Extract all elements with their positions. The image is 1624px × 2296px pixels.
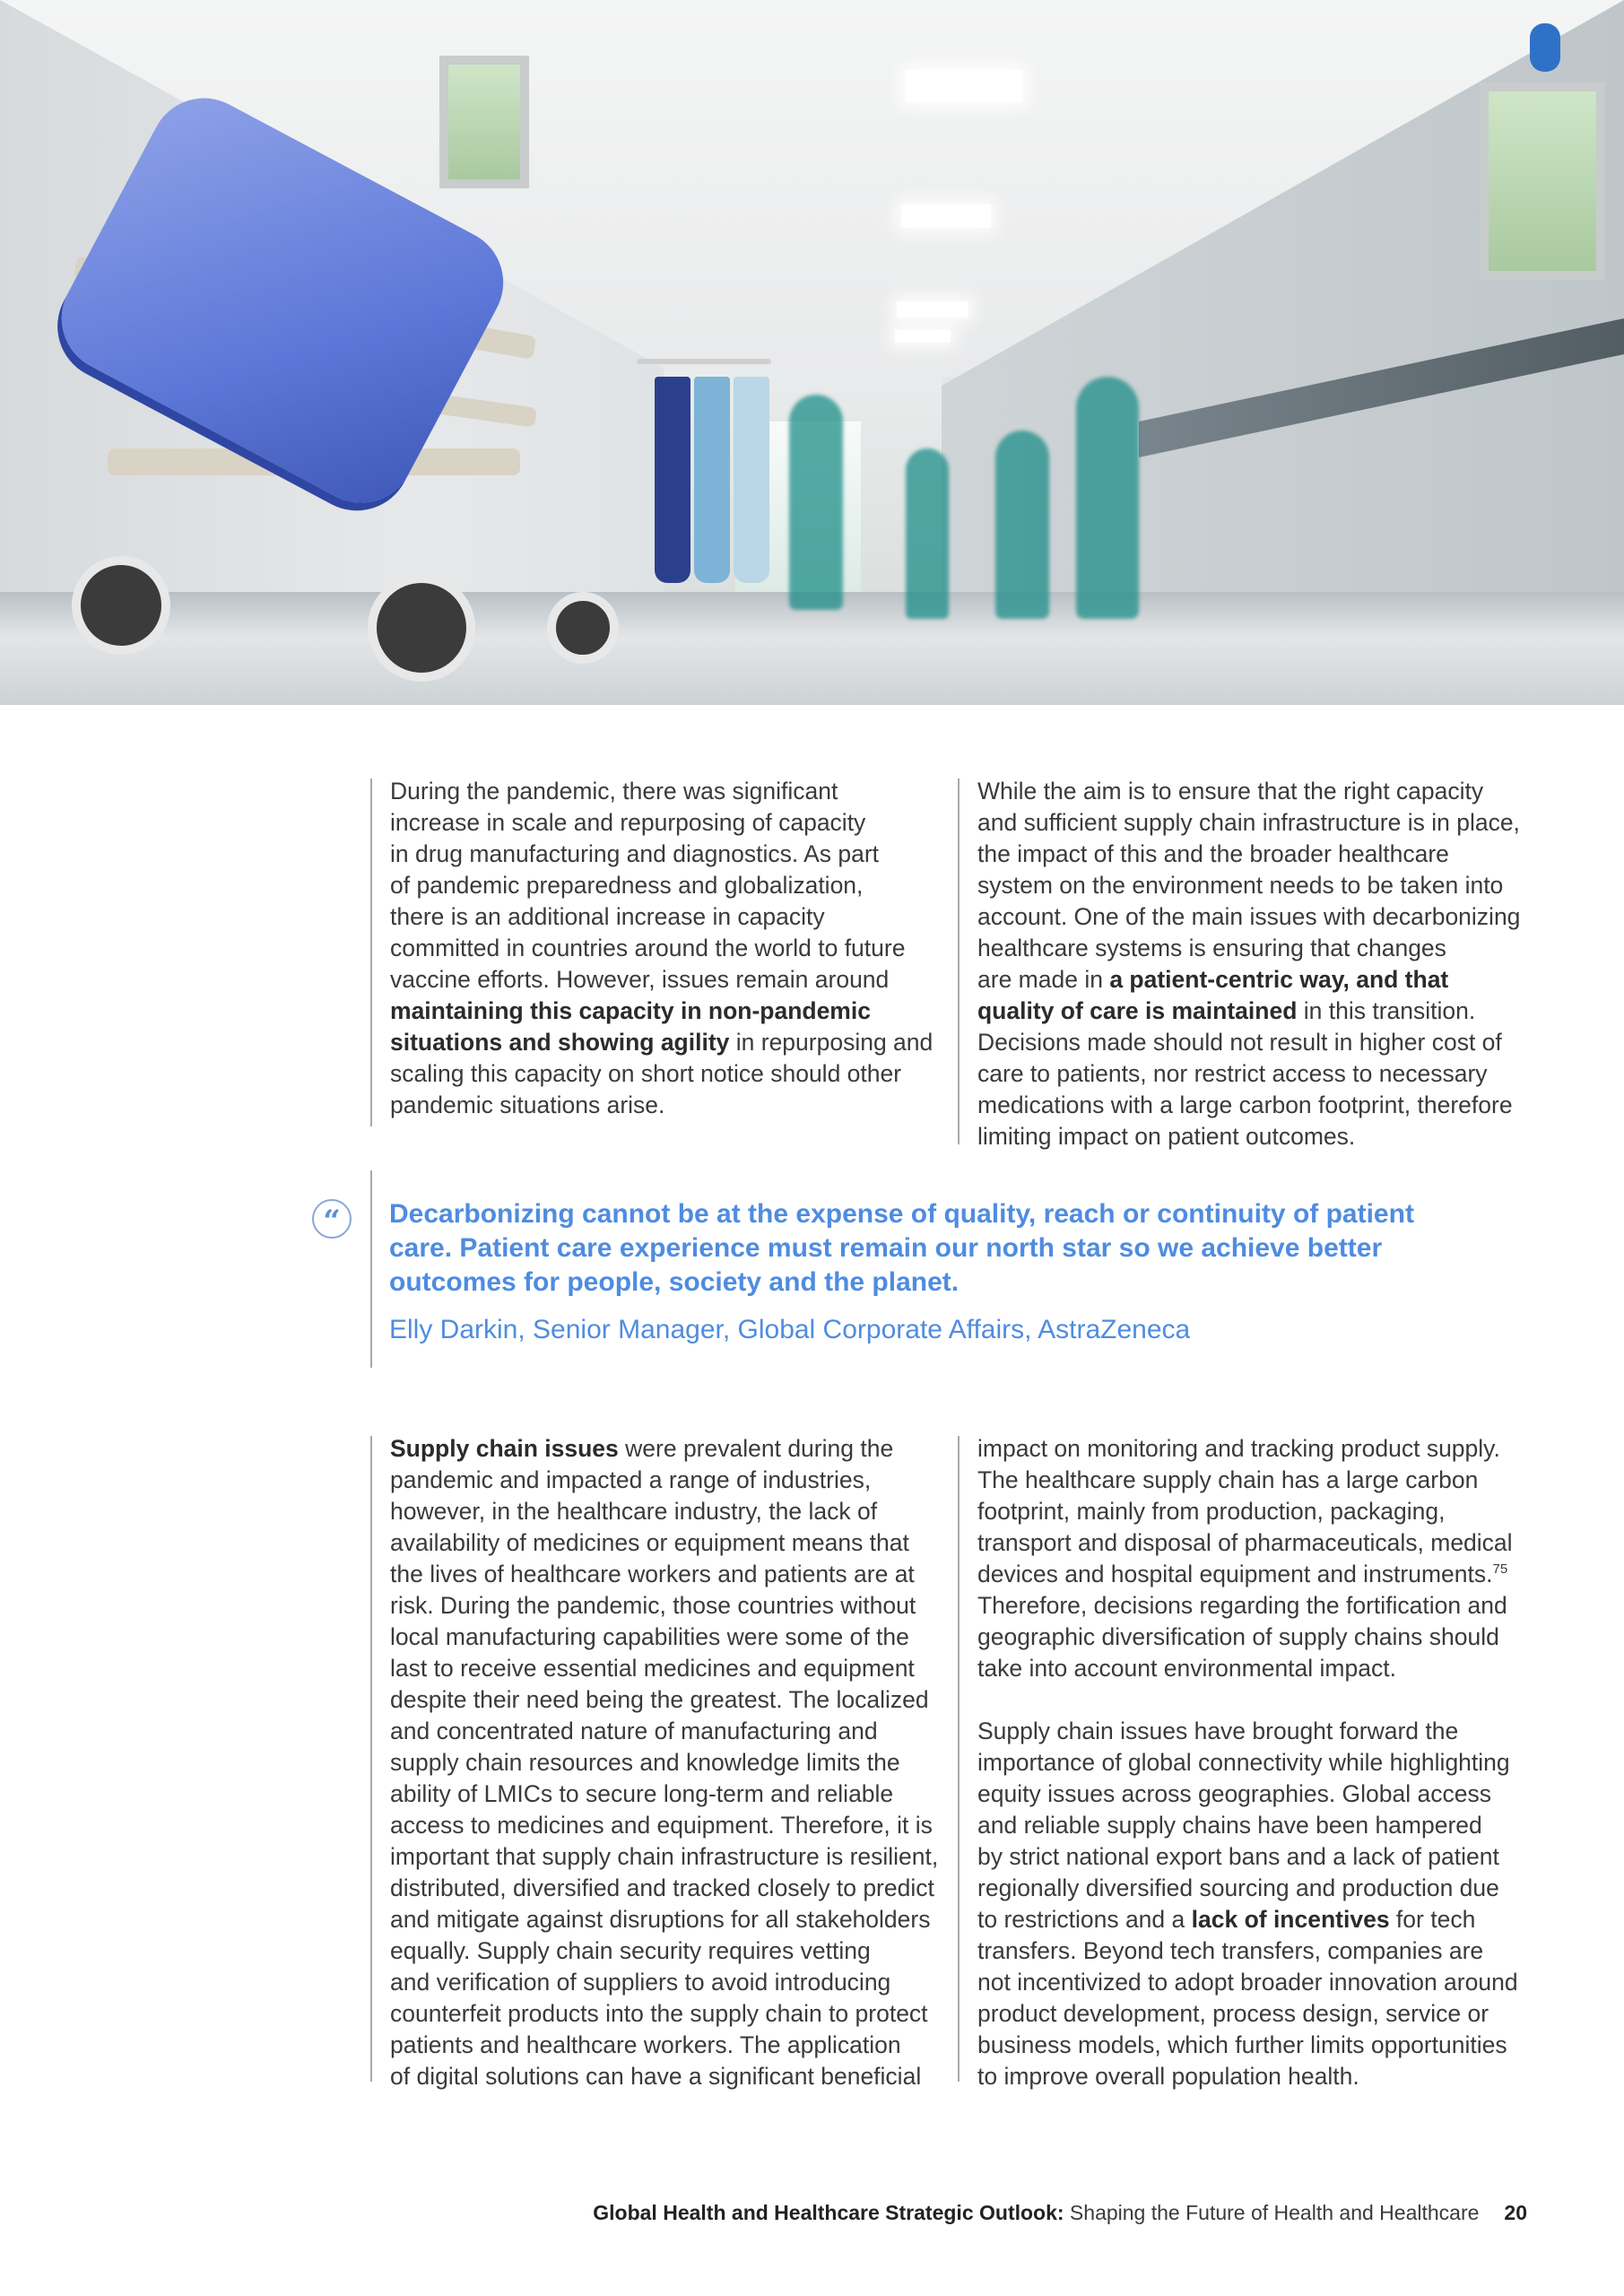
text-run: increase in scale and repurposing of capacity [390, 809, 866, 836]
text-run: for tech [1389, 1906, 1476, 1933]
text-run: devices and hospital equipment and instruments. [977, 1561, 1493, 1587]
quote-attribution: Elly Darkin, Senior Manager, Global Corporate Affairs, AstraZeneca [389, 1315, 1191, 1344]
text-run: regionally diversified sourcing and production due [977, 1874, 1499, 1901]
text-run: of digital solutions can have a significant beneficial [390, 2063, 922, 2090]
text-run: business models, which further limits opportunities [977, 2031, 1507, 2058]
blurred-staff-figure [789, 395, 843, 610]
text-run: take into account environmental impact. [977, 1655, 1396, 1682]
text-run: and concentrated nature of manufacturing and [390, 1718, 878, 1744]
text-run: geographic diversification of supply chains should [977, 1623, 1499, 1650]
emphasis-text: lack of incentives [1191, 1906, 1390, 1933]
text-run: in drug manufacturing and diagnostics. As part [390, 840, 880, 867]
text-run: counterfeit products into the supply chain to protect [390, 2000, 928, 2027]
blurred-staff-figure [906, 448, 949, 619]
text-run: pandemic situations arise. [390, 1091, 665, 1118]
text-run: importance of global connectivity while highlighting [977, 1749, 1510, 1776]
quote-divider [370, 1170, 372, 1368]
emphasis-text: Supply chain issues [390, 1435, 619, 1462]
ceiling-light [901, 204, 991, 228]
exit-sign-icon [1530, 23, 1560, 72]
paragraph [390, 776, 964, 1121]
top-left-paragraph [390, 776, 964, 1121]
text-run: While the aim is to ensure that the right capacity [977, 778, 1484, 804]
text-run: account. One of the main issues with decarbonizing [977, 903, 1521, 930]
blurred-staff-figure [995, 430, 1049, 619]
text-run: of pandemic preparedness and globalization, [390, 872, 864, 899]
paragraph [390, 1433, 964, 2092]
text-run: in repurposing and [729, 1029, 934, 1056]
ceiling-light [895, 330, 951, 343]
text-run: transfers. Beyond tech transfers, companies are [977, 1937, 1484, 1964]
text-run: committed in countries around the world to future [390, 935, 906, 961]
text-run: transport and disposal of pharmaceuticals, medical [977, 1529, 1513, 1556]
text-run: despite their need being the greatest. The localized [390, 1686, 929, 1713]
text-run: supply chain resources and knowledge limits the [390, 1749, 900, 1776]
text-run: not incentivized to adopt broader innovation around [977, 1969, 1518, 1996]
text-run: and reliable supply chains have been hampered [977, 1812, 1482, 1839]
text-run: there is an additional increase in capacity [390, 903, 825, 930]
paragraph [977, 776, 1551, 1152]
ceiling-light [906, 70, 1022, 102]
text-run: local manufacturing capabilities were some of the [390, 1623, 909, 1650]
column-divider [370, 1436, 372, 2082]
text-run: risk. During the pandemic, those countries without [390, 1592, 916, 1619]
emphasis-text: a patient-centric way, and that [1109, 966, 1449, 993]
text-run: were prevalent during the [618, 1435, 894, 1462]
text-run: to restrictions and a [977, 1906, 1192, 1933]
column-divider [958, 1436, 960, 2082]
text-run: scaling this capacity on short notice should other [390, 1060, 902, 1087]
text-run: impact on monitoring and tracking product supply. [977, 1435, 1500, 1462]
gurney-wheel [368, 574, 475, 682]
text-run: important that supply chain infrastructure is resilient, [390, 1843, 939, 1870]
text-run: are made in [977, 966, 1110, 993]
text-run: equity issues across geographies. Global access [977, 1780, 1491, 1807]
rack-bar [637, 359, 771, 364]
emphasis-text: quality of care is maintained [977, 997, 1298, 1024]
text-run: to improve overall population health. [977, 2063, 1359, 2090]
text-run: ability of LMICs to secure long-term and reliable [390, 1780, 894, 1807]
bottom-left-paragraph [390, 1433, 964, 2092]
text-run: patients and healthcare workers. The application [390, 2031, 901, 2058]
hanging-gown [655, 377, 690, 583]
text-run: and mitigate against disruptions for all stakeholders [390, 1906, 931, 1933]
text-run: system on the environment needs to be taken into [977, 872, 1504, 899]
gurney-wheel [72, 556, 170, 655]
column-divider [370, 778, 372, 1126]
text-run: Supply chain issues have brought forward the [977, 1718, 1459, 1744]
text-run: availability of medicines or equipment means that [390, 1529, 909, 1556]
hanging-gown [734, 377, 769, 583]
text-run: healthcare systems is ensuring that changes [977, 935, 1446, 961]
hospital-gurney [36, 72, 538, 538]
column-divider [958, 778, 960, 1144]
hero-photo-hospital-corridor [0, 0, 1624, 705]
text-run: however, in the healthcare industry, the lack of [390, 1498, 878, 1525]
blurred-staff-figure [1076, 377, 1139, 619]
text-run: vaccine efforts. However, issues remain around [390, 966, 890, 993]
footer-report-title: Global Health and Healthcare Strategic Outlook: [593, 2201, 1064, 2224]
text-run: Decisions made should not result in higher cost of [977, 1029, 1502, 1056]
quote-icon: “ [312, 1199, 352, 1239]
text-run: product development, process design, service or [977, 2000, 1489, 2027]
bottom-right-column [977, 1433, 1551, 2092]
text-run: access to medicines and equipment. Therefore, it is [390, 1812, 933, 1839]
text-run: in this transition. [1297, 997, 1476, 1024]
gurney-wheel [547, 592, 619, 664]
footnote-ref: 75 [1492, 1561, 1508, 1578]
footer-report-subtitle: Shaping the Future of Health and Healthcare [1064, 2201, 1480, 2224]
hanging-gown [694, 377, 730, 583]
text-run: medications with a large carbon footprint, therefore [977, 1091, 1513, 1118]
page-number: 20 [1504, 2201, 1527, 2224]
page-footer [593, 2201, 1527, 2225]
emphasis-text: maintaining this capacity in non-pandemic [390, 997, 871, 1024]
text-run: the lives of healthcare workers and patients are at [390, 1561, 915, 1587]
text-run: The healthcare supply chain has a large carbon [977, 1466, 1479, 1493]
text-run: pandemic and impacted a range of industries, [390, 1466, 872, 1493]
paragraph [977, 1716, 1551, 2092]
text-run: Therefore, decisions regarding the fortification and [977, 1592, 1507, 1619]
text-run: distributed, diversified and tracked closely to predict [390, 1874, 934, 1901]
text-run: footprint, mainly from production, packaging, [977, 1498, 1446, 1525]
top-right-paragraph [977, 776, 1551, 1152]
text-run: the impact of this and the broader healthcare [977, 840, 1449, 867]
ceiling-light [897, 301, 968, 317]
paragraph [977, 1433, 1551, 1684]
text-run: limiting impact on patient outcomes. [977, 1123, 1356, 1150]
text-run: care to patients, nor restrict access to necessary [977, 1060, 1488, 1087]
text-run: equally. Supply chain security requires vetting [390, 1937, 871, 1964]
text-run: by strict national export bans and a lack of patient [977, 1843, 1499, 1870]
pull-quote-text: Decarbonizing cannot be at the expense of quality, reach or continuity of patient care. Patient care experience must remain our north star so we achieve better outcomes for people, society and the planet. [389, 1199, 1414, 1297]
text-run: and verification of suppliers to avoid introducing [390, 1969, 891, 1996]
text-run: last to receive essential medicines and equipment [390, 1655, 915, 1682]
text-run: During the pandemic, there was significant [390, 778, 838, 804]
wall-window [1480, 83, 1605, 280]
emphasis-text: situations and showing agility [390, 1029, 730, 1056]
text-run: and sufficient supply chain infrastructure is in place, [977, 809, 1520, 836]
